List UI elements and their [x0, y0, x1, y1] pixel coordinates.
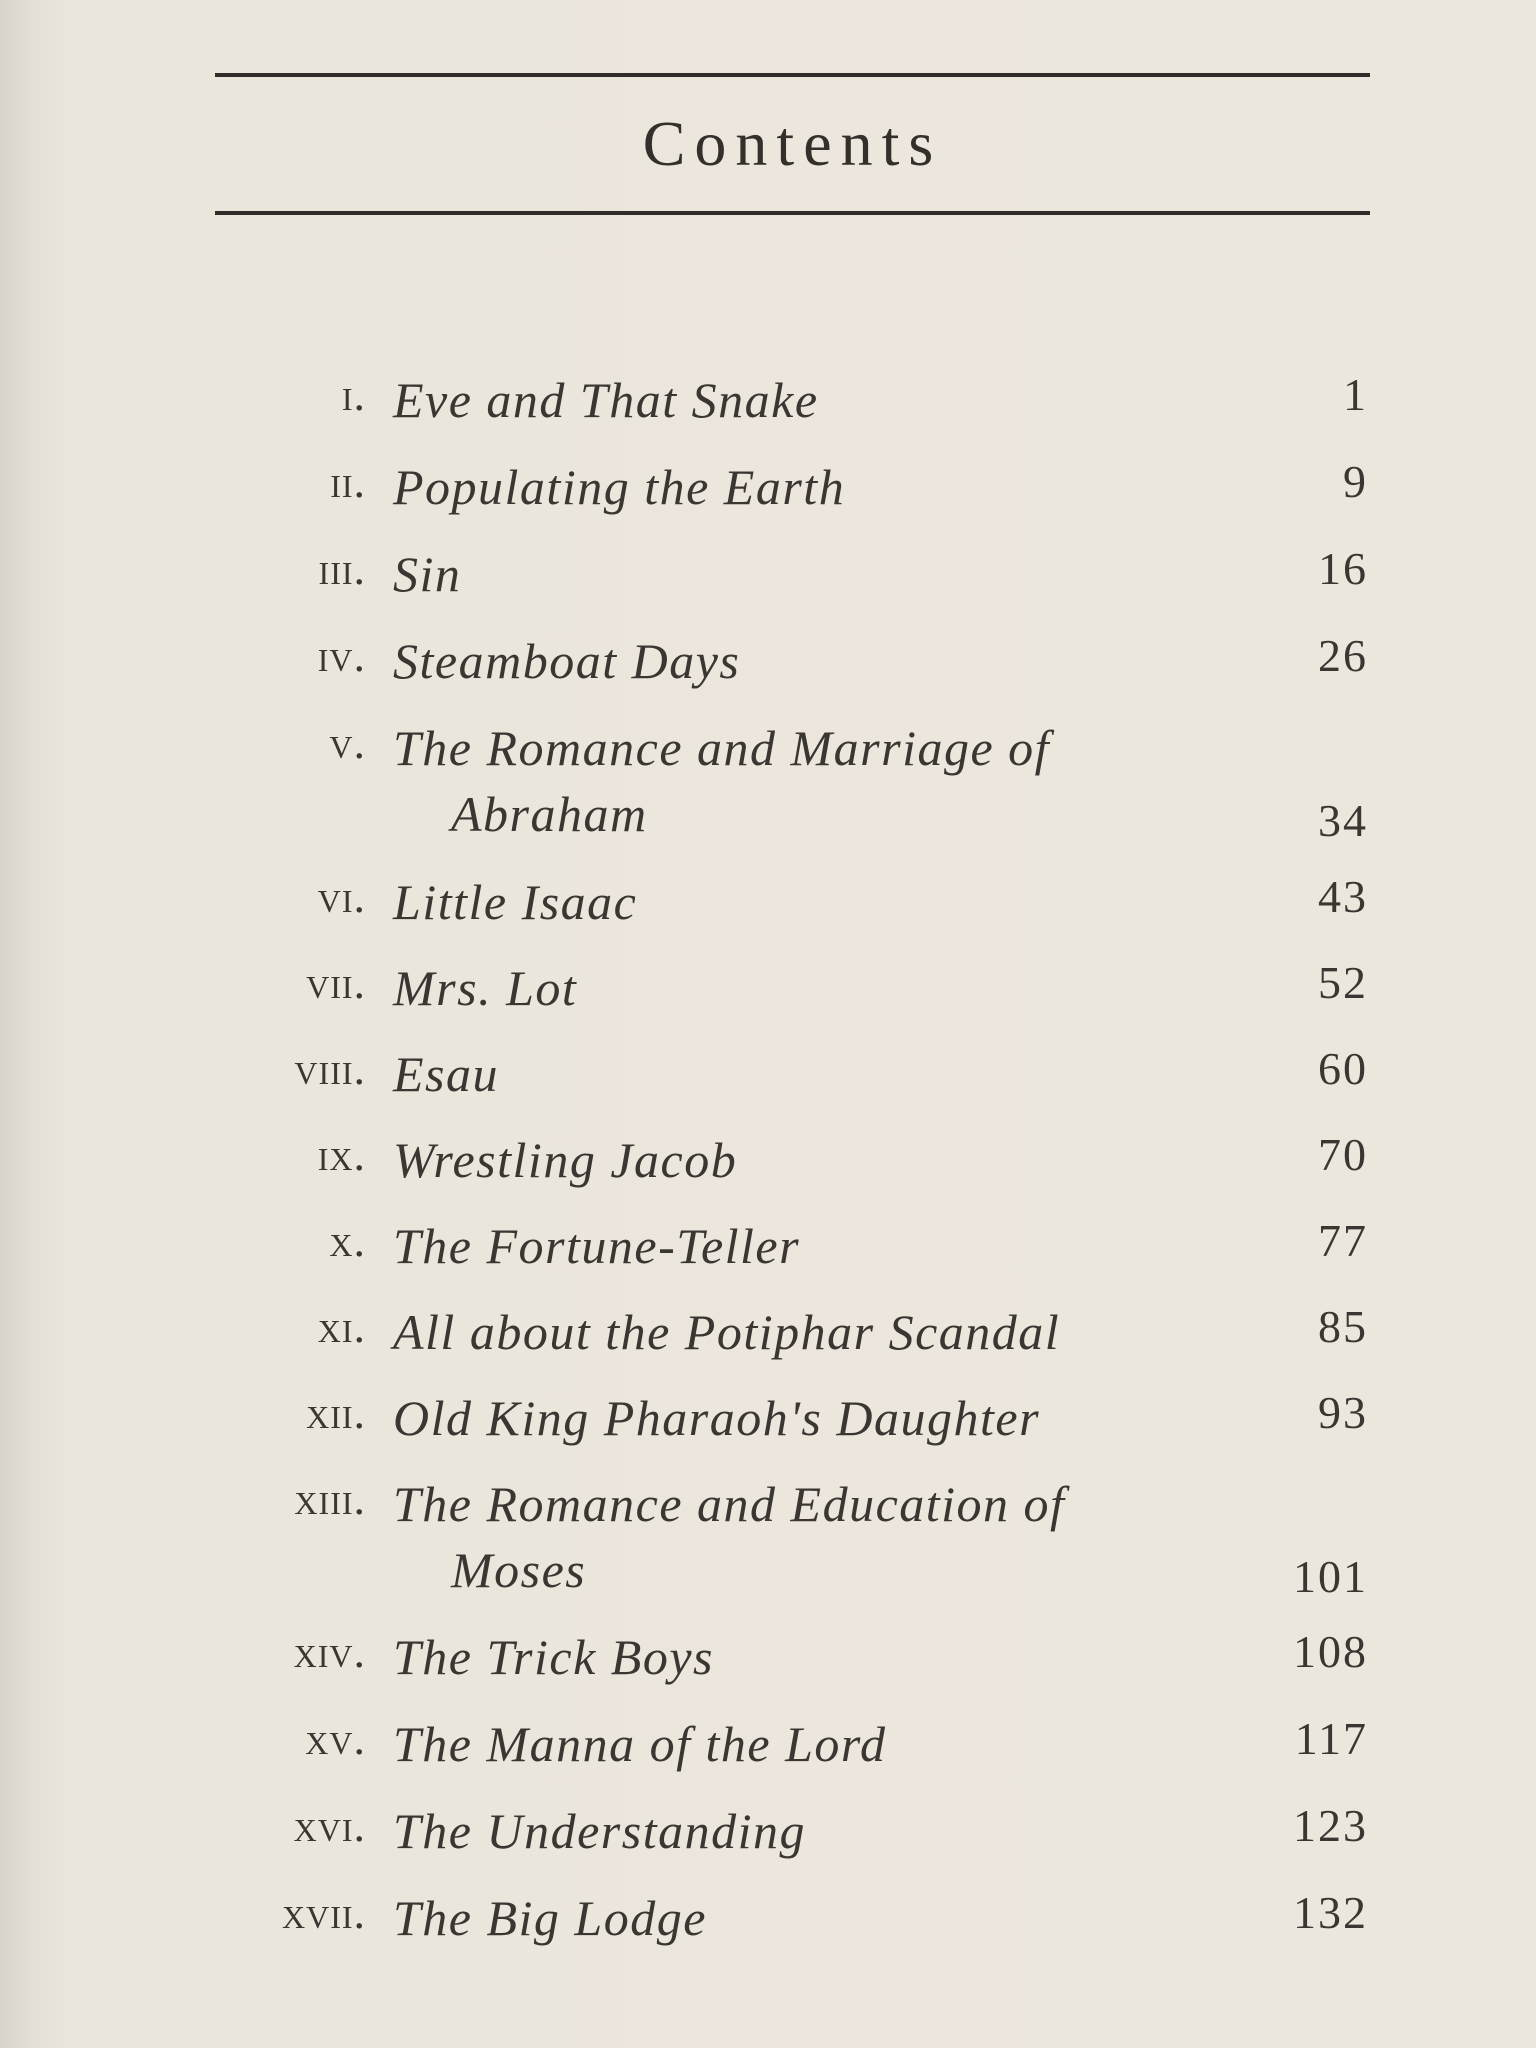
chapter-number: xvi. [293, 1800, 366, 1851]
page-number: 9 [1343, 456, 1368, 507]
chapter-title-continuation: Abraham [451, 786, 648, 842]
page-title: Contents [642, 108, 943, 179]
chapter-number: ix. [317, 1129, 366, 1180]
chapter-title: Eve and That Snake [393, 372, 819, 428]
chapter-title: The Fortune-Teller [393, 1218, 801, 1274]
chapter-number: ii. [330, 456, 366, 507]
chapter-number: vi. [317, 871, 366, 922]
chapter-title-continuation: Moses [451, 1542, 587, 1598]
chapter-title: The Manna of the Lord [393, 1716, 887, 1772]
chapter-number: xii. [306, 1387, 366, 1438]
chapter-title: All about the Potiphar Scandal [393, 1304, 1061, 1360]
page-number: 43 [1318, 871, 1368, 922]
page-number: 52 [1318, 957, 1368, 1008]
chapter-title: Mrs. Lot [393, 960, 578, 1016]
toc-entry [0, 715, 1536, 845]
chapter-title: Little Isaac [393, 874, 638, 930]
toc-entry [0, 1471, 1536, 1601]
page-number: 26 [1318, 630, 1368, 681]
page-number: 93 [1318, 1387, 1368, 1438]
page-number: 101 [1293, 1551, 1368, 1602]
chapter-number: v. [329, 717, 366, 768]
chapter-number: iii. [318, 543, 366, 594]
chapter-number: x. [329, 1215, 366, 1266]
chapter-title: The Trick Boys [393, 1629, 714, 1685]
chapter-number: iv. [317, 630, 366, 681]
page-number: 132 [1293, 1887, 1368, 1938]
page-number: 70 [1318, 1129, 1368, 1180]
page-number: 16 [1318, 543, 1368, 594]
chapter-title-line: The Romance and Marriage of [393, 720, 1051, 776]
chapter-number: xiii. [294, 1473, 366, 1524]
chapter-title: Esau [393, 1046, 499, 1102]
chapter-number: xv. [305, 1713, 366, 1764]
page-number: 60 [1318, 1043, 1368, 1094]
toc-entry [0, 1885, 1536, 2015]
chapter-number: xvii. [281, 1887, 366, 1938]
chapter-title: Old King Pharaoh's Daughter [393, 1390, 1041, 1446]
chapter-number: viii. [294, 1043, 366, 1094]
chapter-title: Populating the Earth [393, 459, 846, 515]
chapter-number: xiv. [293, 1626, 366, 1677]
page-number: 123 [1293, 1800, 1368, 1851]
page-number: 1 [1343, 369, 1368, 420]
chapter-number: i. [341, 369, 366, 420]
chapter-title [393, 715, 1173, 847]
chapter-title: Sin [393, 546, 462, 602]
chapter-title [393, 1471, 1173, 1603]
page-number: 85 [1318, 1301, 1368, 1352]
chapter-number: xi. [317, 1301, 366, 1352]
chapter-title: Steamboat Days [393, 633, 741, 689]
chapter-title: The Big Lodge [393, 1890, 707, 1946]
page-number: 117 [1294, 1713, 1368, 1764]
page-number: 108 [1293, 1626, 1368, 1677]
chapter-title: Wrestling Jacob [393, 1132, 738, 1188]
page-number: 34 [1318, 795, 1368, 846]
chapter-number: vii. [306, 957, 366, 1008]
chapter-title-line: The Romance and Education of [393, 1476, 1066, 1532]
page-number: 77 [1318, 1215, 1368, 1266]
chapter-title: The Understanding [393, 1803, 806, 1859]
